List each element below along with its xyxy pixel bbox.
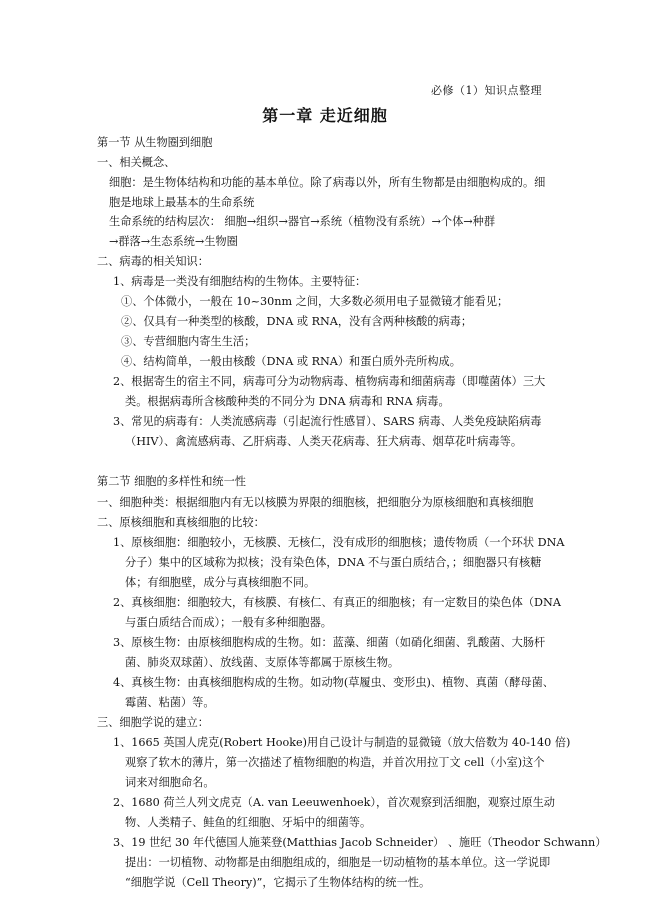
list-item: 4、真核生物：由真核细胞构成的生物。如动物(草履虫、变形虫)、植物、真菌（酵母菌、 [113, 676, 554, 689]
paragraph-line: 体；有细胞壁，成分与真核细胞不同。 [125, 576, 316, 589]
paragraph-line: 分子）集中的区域称为拟核；没有染色体，DNA 不与蛋白质结合，；细胞器只有核糖 [125, 556, 542, 569]
paragraph-line: 菌、肺炎双球菌）、放线菌、支原体等都属于原核生物。 [125, 656, 400, 669]
paragraph-line: 霉菌、粘菌）等。 [125, 696, 215, 709]
list-item: ④、结构简单，一般由核酸（DNA 或 RNA）和蛋白质外壳所构成。 [121, 355, 461, 368]
list-item: 1、1665 英国人虎克(Robert Hooke)用自己设计与制造的显微镜（放大倍数为 40-140 倍) [113, 736, 571, 749]
chapter-title: 第一章 走近细胞 [262, 106, 388, 125]
section-heading: 第二节 细胞的多样性和统一性 [97, 475, 246, 488]
list-item: 3、常见的病毒有：人类流感病毒（引起流行性感冒）、SARS 病毒、人类免疫缺陷病毒 [113, 415, 542, 428]
subsection-heading: 二、病毒的相关知识： [97, 255, 209, 268]
paragraph-line: 与蛋白质结合而成）；一般有多种细胞器。 [125, 616, 332, 629]
list-item: 3、原核生物：由原核细胞构成的生物。如：蓝藻、细菌（如硝化细菌、乳酸菌、大肠杆 [113, 636, 546, 649]
paragraph-line: 提出：一切植物、动物都是由细胞组成的，细胞是一切动植物的基本单位。这一学说即 [125, 856, 551, 869]
subsection-heading: 三、细胞学说的建立： [97, 716, 209, 729]
list-item: ③、专营细胞内寄生生活； [121, 335, 256, 348]
list-item: 1、原核细胞：细胞较小，无核膜、无核仁，没有成形的细胞核；遗传物质（一个环状 DNA [113, 536, 565, 549]
paragraph-line: （HIV）、禽流感病毒、乙肝病毒、人类天花病毒、狂犬病毒、烟草花叶病毒等。 [125, 435, 523, 448]
subsection-heading: 二、原核细胞和真核细胞的比较： [97, 516, 265, 529]
list-item: ②、仅具有一种类型的核酸，DNA 或 RNA，没有含两种核酸的病毒； [121, 315, 473, 328]
list-item: ①、个体微小，一般在 10~30nm 之间，大多数必须用电子显微镜才能看见； [121, 295, 509, 308]
section-heading: 第一节 从生物圈到细胞 [97, 136, 213, 149]
paragraph-line: 细胞：是生物体结构和功能的基本单位。除了病毒以外，所有生物都是由细胞构成的。细 [109, 176, 546, 189]
list-item: 2、根据寄生的宿主不同，病毒可分为动物病毒、植物病毒和细菌病毒（即噬菌体）三大 [113, 375, 546, 388]
list-item: 2、1680 荷兰人列文虎克（A. van Leeuwenhoek），首次观察到活细胞，观察过原生动 [113, 796, 555, 809]
header-note: 必修（1）知识点整理 [431, 84, 542, 97]
paragraph-line: “细胞学说（Cell Theory)”，它揭示了生物体结构的统一性。 [125, 876, 431, 889]
paragraph-line: →群落→生态系统→生物圈 [109, 235, 238, 248]
list-item: 1、病毒是一类没有细胞结构的生物体。主要特征： [113, 275, 367, 288]
paragraph-line: 物、人类精子、鲑鱼的红细胞、牙垢中的细菌等。 [125, 816, 372, 829]
paragraph-line: 类。根据病毒所含核酸种类的不同分为 DNA 病毒和 RNA 病毒。 [125, 395, 450, 408]
paragraph-line: 词来对细胞命名。 [125, 776, 215, 789]
paragraph-line: 生命系统的结构层次： 细胞→组织→器官→系统（植物没有系统）→个体→种群 [109, 215, 496, 228]
paragraph-line: 胞是地球上最基本的生命系统 [109, 196, 255, 209]
subsection-heading: 一、细胞种类：根据细胞内有无以核膜为界限的细胞核，把细胞分为原核细胞和真核细胞 [97, 496, 534, 509]
subsection-heading: 一、相关概念、 [97, 156, 176, 169]
list-item: 2、真核细胞：细胞较大，有核膜、有核仁、有真正的细胞核；有一定数目的染色体（DNA [113, 596, 561, 609]
paragraph-line: 观察了软木的薄片，第一次描述了植物细胞的构造，并首次用拉丁文 cell（小室)这个 [125, 756, 545, 769]
list-item: 3、19 世纪 30 年代德国人施莱登(Matthias Jacob Schneider） 、施旺（Theodor Schwann） [113, 836, 607, 849]
